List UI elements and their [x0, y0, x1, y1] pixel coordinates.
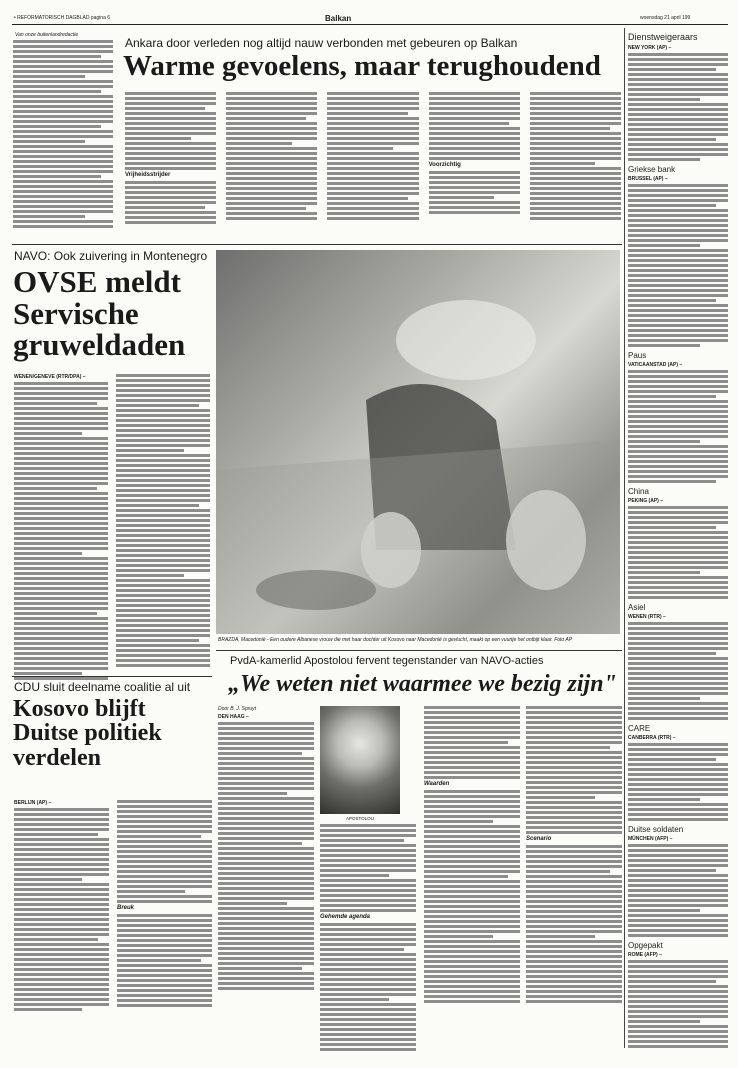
sidebar-heading-griekse-bank: Griekse bank [628, 165, 676, 174]
apostolou-byline: Door B. J. Spruyt [218, 706, 257, 712]
sidebar-dateline-6: MÜNCHEN (AFP) – [628, 836, 673, 842]
header-rule [12, 24, 728, 25]
rule-top [12, 244, 622, 245]
top-story-headline: Warme gevoelens, maar terughoudend [123, 50, 601, 82]
sidebar-dateline-1: BRUSSEL (AP) – [628, 176, 668, 182]
sidebar-dateline-4: WENEN (RTR) – [628, 614, 666, 620]
sidebar-dateline-2: VATICAANSTAD (AP) – [628, 362, 683, 368]
top-story-kicker: Van onze buitenlandredactie [15, 32, 79, 38]
cdu-kicker: CDU sluit deelname coalitie al uit [14, 680, 191, 694]
sidebar-heading-duitse-soldaten: Duitse soldaten [628, 825, 684, 834]
apostolou-col1 [218, 706, 314, 992]
top-story-subtitle: Ankara door verleden nog altijd nauw verbonden met gebeuren op Balkan [125, 36, 518, 50]
apostolou-col4 [526, 706, 622, 1005]
ovse-headline: OVSE meldt Servische gruweldaden [13, 264, 186, 363]
portrait-caption: APOSTOLOU [346, 816, 374, 821]
sidebar [628, 28, 728, 1048]
photo-caption: BRAZDA, Macedonië - Een oudere Albanese vrouw die met haar dochter uit Kosovo naar Macedonië is gevlucht, maakt op een vuurtje het ontbijt klaar. Foto AP [218, 637, 573, 643]
sidebar-heading-paus: Paus [628, 351, 647, 360]
sidebar-heading-care: CARE [628, 724, 651, 733]
sidebar-dateline-0: NEW YORK (AP) – [628, 45, 672, 51]
cdu-headline: Kosovo blijft Duitse politiek verdelen [13, 696, 162, 771]
sidebar-divider [624, 28, 625, 1048]
apostolou-headline: „We weten niet waarmee we bezig zijn" [228, 671, 617, 697]
ovse-dateline: WENEN/GENEVE (RTR/DPA) – [14, 374, 86, 380]
top-story-intro [13, 40, 113, 230]
sidebar-heading-opgepakt: Opgepakt [628, 941, 663, 950]
rule-photo [216, 650, 622, 651]
sidebar-dateline-3: PEKING (AP) – [628, 498, 664, 504]
subhead-breuk: Breuk [117, 905, 135, 911]
sidebar-title: Dienstweigeraars [628, 32, 698, 42]
subhead-voorzichtig: Voorzichtig [428, 162, 461, 168]
header-left: • REFORMATORISCH DAGBLAD pagina 6 [14, 15, 111, 21]
sidebar-heading-asiel: Asiel [628, 603, 646, 612]
cdu-body [14, 800, 212, 1013]
top-story-body [125, 92, 621, 226]
header-date: woensdag 21 april 199 [640, 15, 691, 21]
apostolou-col2 [320, 824, 416, 1053]
apostolou-col3 [424, 706, 520, 1005]
ovse-body [14, 374, 210, 682]
apostolou-subtitle: PvdA-kamerlid Apostolou fervent tegenstander van NAVO-acties [230, 655, 544, 667]
subhead-scenario: Scenario [526, 836, 552, 842]
section-title: Balkan [325, 14, 352, 23]
apostolou-portrait [320, 706, 400, 814]
subhead-waarden: Waarden [424, 781, 450, 787]
sidebar-dateline-7: ROME (AFP) – [628, 952, 662, 958]
subhead-gehemde-agenda: Gehemde agenda [320, 914, 371, 920]
photo-figures [216, 250, 620, 634]
ovse-kicker: NAVO: Ook zuivering in Montenegro [14, 249, 208, 263]
cdu-dateline: BERLIJN (AP) – [14, 800, 52, 806]
refugee-photo [216, 250, 620, 634]
subhead-vrijheidsstrijder: Vrijheidsstrijder [125, 172, 171, 178]
sidebar-heading-china: China [628, 487, 649, 496]
rule-cdu [12, 676, 212, 677]
sidebar-dateline-5: CANBERRA (RTR) – [628, 735, 676, 741]
apostolou-dateline: DEN HAAG – [218, 714, 249, 720]
top-story [13, 30, 621, 240]
